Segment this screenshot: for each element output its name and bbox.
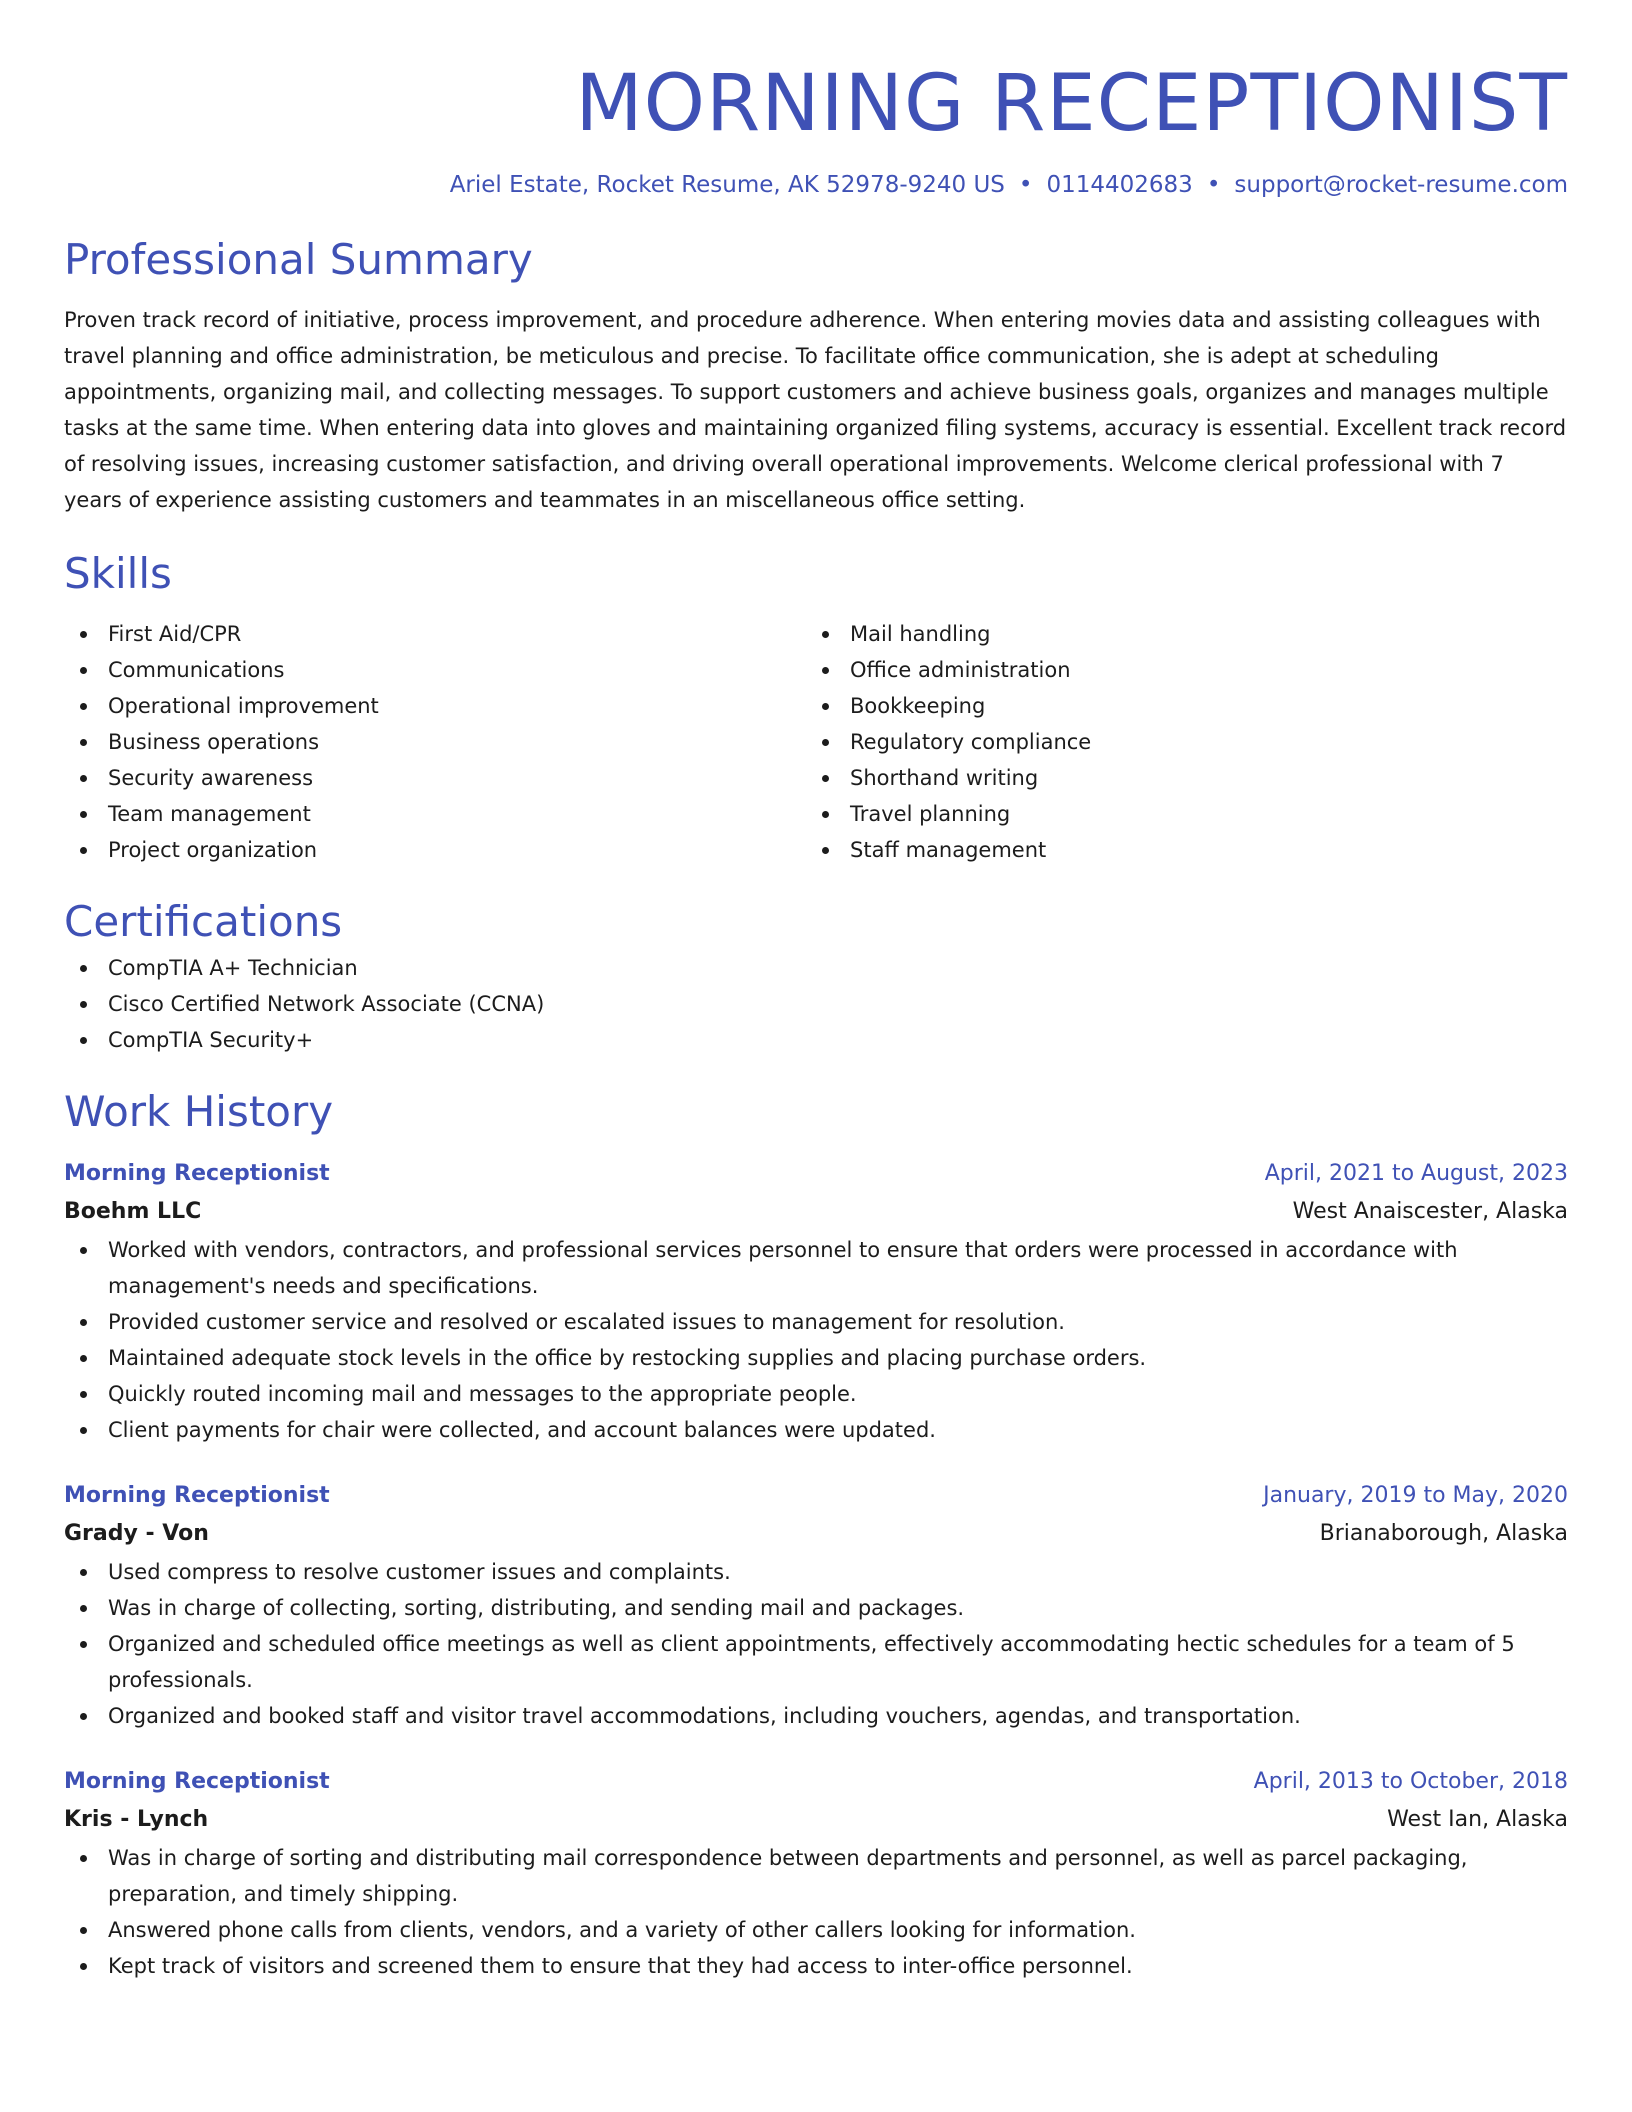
skill-item: Operational improvement <box>64 688 806 724</box>
job-location: West Anaiscester, Alaska <box>1292 1199 1568 1224</box>
job-bullet: Provided customer service and resolved or escalated issues to management for resolution. <box>64 1304 1568 1340</box>
job-header-row <box>64 1764 1568 1800</box>
skills-grid <box>64 616 1568 868</box>
job-company-row <box>64 1514 1568 1554</box>
skill-item: Team management <box>64 796 806 832</box>
job-dates: April, 2021 to August, 2023 <box>1264 1161 1568 1186</box>
job-bullet: Was in charge of sorting and distributing mail correspondence between departments and personnel, as well as parcel packaging, preparation, and timely shipping. <box>64 1840 1568 1912</box>
job-bullet: Used compress to resolve customer issues and complaints. <box>64 1554 1568 1590</box>
job-title: Morning Receptionist <box>64 1483 330 1508</box>
job-bullet-list <box>64 1232 1568 1448</box>
job-title: Morning Receptionist <box>64 1769 330 1794</box>
resume-title: MORNING RECEPTIONIST <box>575 59 1568 149</box>
skills-column-left <box>64 616 806 868</box>
job-company: Kris - Lynch <box>64 1807 209 1832</box>
certifications-heading: Certifications <box>64 897 343 946</box>
skill-item: Bookkeeping <box>806 688 1548 724</box>
skill-item: Mail handling <box>806 616 1548 652</box>
skill-item: Regulatory compliance <box>806 724 1548 760</box>
skill-item: Shorthand writing <box>806 760 1548 796</box>
contact-line <box>64 172 1568 198</box>
contact-separator: • <box>1018 172 1033 198</box>
job-bullet-list <box>64 1840 1568 1984</box>
contact-email[interactable]: support@rocket-resume.com <box>1234 172 1568 198</box>
skill-item: Project organization <box>64 832 806 868</box>
job-bullet: Quickly routed incoming mail and messages to the appropriate people. <box>64 1376 1568 1412</box>
skill-item: Security awareness <box>64 760 806 796</box>
job-entry <box>64 1764 1568 1984</box>
skill-item: Communications <box>64 652 806 688</box>
job-location: West Ian, Alaska <box>1387 1807 1568 1832</box>
skill-item: Travel planning <box>806 796 1548 832</box>
job-title: Morning Receptionist <box>64 1161 330 1186</box>
certification-item: Cisco Certified Network Associate (CCNA) <box>64 986 1568 1022</box>
certification-item: CompTIA Security+ <box>64 1022 1568 1058</box>
job-company: Grady - Von <box>64 1521 209 1546</box>
job-company-row <box>64 1800 1568 1840</box>
job-bullet-list <box>64 1554 1568 1734</box>
skills-heading: Skills <box>64 549 172 598</box>
job-bullet: Worked with vendors, contractors, and professional services personnel to ensure that orders were processed in accordance with management's needs and specifications. <box>64 1232 1568 1304</box>
contact-address: Ariel Estate, Rocket Resume, AK 52978-9240 US <box>449 172 1005 198</box>
skills-list-right <box>806 616 1548 868</box>
job-company: Boehm LLC <box>64 1199 202 1224</box>
skills-list-left <box>64 616 806 868</box>
skill-item: Business operations <box>64 724 806 760</box>
certification-item: CompTIA A+ Technician <box>64 950 1568 986</box>
skill-item: Office administration <box>806 652 1548 688</box>
job-bullet: Maintained adequate stock levels in the office by restocking supplies and placing purchase orders. <box>64 1340 1568 1376</box>
summary-text: Proven track record of initiative, process improvement, and procedure adherence. When entering movies data and assisting colleagues with travel planning and office administration, be meticulous and precise. To facilitate office communication, she is adept at scheduling appointments, organizing mail, and collecting messages. To support customers and achieve business goals, organizes and manages multiple tasks at the same time. When entering data into gloves and maintaining organized filing systems, accuracy is essential. Excellent track record of resolving issues, increasing customer satisfaction, and driving overall operational improvements. Welcome clerical professional with 7 years of experience assisting customers and teammates in an miscellaneous office setting. <box>64 308 1567 512</box>
skill-item: Staff management <box>806 832 1548 868</box>
job-bullet: Was in charge of collecting, sorting, distributing, and sending mail and packages. <box>64 1590 1568 1626</box>
job-bullet: Kept track of visitors and screened them to ensure that they had access to inter-office personnel. <box>64 1948 1568 1984</box>
job-dates: April, 2013 to October, 2018 <box>1253 1769 1568 1794</box>
contact-phone[interactable]: 0114402683 <box>1046 172 1193 198</box>
job-company-row <box>64 1192 1568 1232</box>
work-history-heading: Work History <box>64 1087 334 1136</box>
job-bullet: Organized and booked staff and visitor travel accommodations, including vouchers, agendas, and transportation. <box>64 1698 1568 1734</box>
skill-item: First Aid/CPR <box>64 616 806 652</box>
job-header-row <box>64 1156 1568 1192</box>
job-header-row <box>64 1478 1568 1514</box>
job-bullet: Client payments for chair were collected, and account balances were updated. <box>64 1412 1568 1448</box>
skills-column-right <box>806 616 1548 868</box>
job-entry <box>64 1156 1568 1448</box>
job-location: Brianaborough, Alaska <box>1319 1521 1568 1546</box>
job-dates: January, 2019 to May, 2020 <box>1263 1483 1568 1508</box>
job-bullet: Answered phone calls from clients, vendors, and a variety of other callers looking for information. <box>64 1912 1568 1948</box>
certifications-list <box>64 950 1568 1058</box>
job-bullet: Organized and scheduled office meetings as well as client appointments, effectively accommodating hectic schedules for a team of 5 professionals. <box>64 1626 1568 1698</box>
summary-heading: Professional Summary <box>64 235 533 284</box>
job-entry <box>64 1478 1568 1734</box>
contact-separator: • <box>1206 172 1221 198</box>
